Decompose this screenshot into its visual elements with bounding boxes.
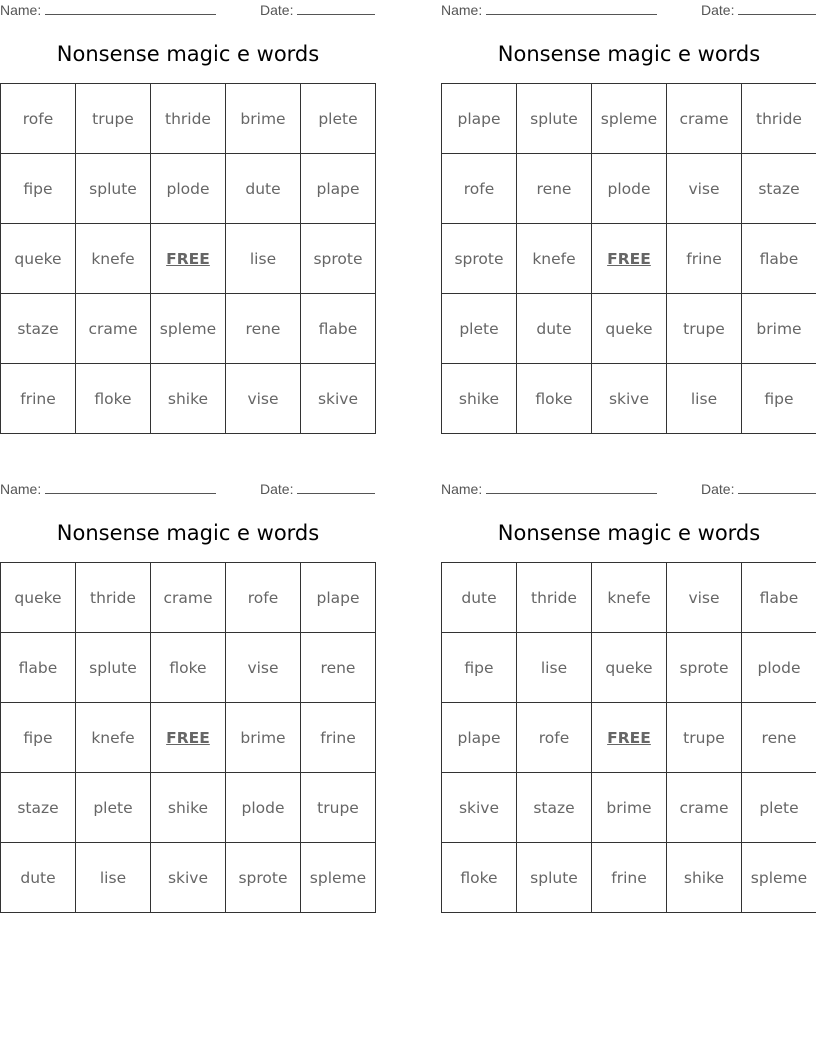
free-space-cell: FREE: [151, 703, 226, 773]
grid-cell: sprote: [667, 633, 742, 703]
grid-row: [442, 703, 816, 773]
grid-cell: brime: [592, 773, 667, 843]
grid-cell: plape: [301, 154, 376, 224]
grid-cell: dute: [517, 294, 592, 364]
grid-cell: splute: [517, 84, 592, 154]
grid-cell: shike: [667, 843, 742, 913]
date-field: [701, 2, 816, 18]
grid-cell: trupe: [76, 84, 151, 154]
grid-cell: frine: [667, 224, 742, 294]
grid-row: [1, 773, 376, 843]
grid-row: [1, 843, 376, 913]
name-line: [45, 481, 216, 494]
grid-row: [1, 154, 376, 224]
grid-cell: fipe: [442, 633, 517, 703]
grid-cell: rene: [226, 294, 301, 364]
grid-cell: rene: [517, 154, 592, 224]
bingo-card-1: [0, 0, 376, 440]
grid-cell: frine: [301, 703, 376, 773]
grid-cell: floke: [442, 843, 517, 913]
bingo-grid: [441, 562, 816, 913]
grid-cell: spleme: [301, 843, 376, 913]
grid-cell: queke: [592, 294, 667, 364]
card-title: Nonsense magic e words: [497, 42, 761, 66]
grid-cell: rofe: [442, 154, 517, 224]
grid-cell: thride: [76, 563, 151, 633]
card-title: Nonsense magic e words: [56, 521, 320, 545]
card-title: Nonsense magic e words: [497, 521, 761, 545]
grid-row: [1, 224, 376, 294]
bingo-grid: [0, 562, 376, 913]
grid-cell: staze: [1, 773, 76, 843]
grid-row: [1, 563, 376, 633]
header-fields: [0, 481, 376, 497]
grid-cell: dute: [1, 843, 76, 913]
grid-cell: flabe: [301, 294, 376, 364]
grid-cell: plode: [742, 633, 816, 703]
grid-cell: thride: [517, 563, 592, 633]
grid-cell: skive: [442, 773, 517, 843]
date-field: [260, 2, 375, 18]
grid-cell: brime: [742, 294, 816, 364]
bingo-card-2: [441, 0, 816, 440]
date-label: Date:: [701, 2, 735, 18]
grid-cell: trupe: [301, 773, 376, 843]
date-label: Date:: [701, 481, 735, 497]
grid-row: [442, 633, 816, 703]
bingo-grid: [0, 83, 376, 434]
grid-cell: lise: [667, 364, 742, 434]
grid-cell: frine: [592, 843, 667, 913]
date-label: Date:: [260, 2, 294, 18]
grid-cell: flabe: [742, 224, 816, 294]
grid-row: [1, 703, 376, 773]
grid-cell: floke: [517, 364, 592, 434]
grid-cell: splute: [76, 154, 151, 224]
grid-row: [442, 563, 816, 633]
grid-cell: fipe: [1, 154, 76, 224]
grid-cell: spleme: [742, 843, 816, 913]
header-fields: [441, 2, 816, 18]
grid-cell: plape: [301, 563, 376, 633]
grid-cell: splute: [76, 633, 151, 703]
grid-cell: thride: [151, 84, 226, 154]
header-fields: [0, 2, 376, 18]
grid-cell: shike: [151, 773, 226, 843]
grid-cell: trupe: [667, 294, 742, 364]
grid-cell: plode: [226, 773, 301, 843]
grid-cell: queke: [592, 633, 667, 703]
grid-cell: floke: [76, 364, 151, 434]
grid-cell: rene: [301, 633, 376, 703]
grid-cell: rene: [742, 703, 816, 773]
grid-cell: lise: [226, 224, 301, 294]
grid-cell: crame: [151, 563, 226, 633]
date-line: [738, 2, 816, 15]
grid-cell: plape: [442, 84, 517, 154]
bingo-grid: [441, 83, 816, 434]
grid-cell: fipe: [1, 703, 76, 773]
name-label: Name:: [441, 2, 483, 18]
grid-cell: flabe: [1, 633, 76, 703]
grid-cell: skive: [592, 364, 667, 434]
grid-cell: plape: [442, 703, 517, 773]
grid-cell: lise: [517, 633, 592, 703]
grid-cell: spleme: [151, 294, 226, 364]
name-line: [45, 2, 216, 15]
grid-cell: staze: [517, 773, 592, 843]
grid-cell: plete: [442, 294, 517, 364]
grid-cell: sprote: [226, 843, 301, 913]
grid-cell: floke: [151, 633, 226, 703]
grid-cell: rofe: [1, 84, 76, 154]
grid-cell: vise: [226, 633, 301, 703]
grid-row: [442, 364, 816, 434]
grid-cell: queke: [1, 224, 76, 294]
date-line: [738, 481, 816, 494]
grid-cell: trupe: [667, 703, 742, 773]
name-line: [486, 2, 657, 15]
grid-cell: staze: [1, 294, 76, 364]
grid-row: [442, 843, 816, 913]
grid-cell: brime: [226, 84, 301, 154]
grid-cell: knefe: [517, 224, 592, 294]
grid-cell: vise: [226, 364, 301, 434]
grid-cell: splute: [517, 843, 592, 913]
grid-cell: brime: [226, 703, 301, 773]
grid-cell: dute: [442, 563, 517, 633]
grid-row: [1, 633, 376, 703]
free-space-cell: FREE: [151, 224, 226, 294]
grid-cell: thride: [742, 84, 816, 154]
grid-cell: skive: [301, 364, 376, 434]
name-field: [441, 481, 657, 497]
date-field: [260, 481, 375, 497]
grid-row: [442, 154, 816, 224]
grid-cell: staze: [742, 154, 816, 224]
grid-cell: dute: [226, 154, 301, 224]
grid-cell: sprote: [301, 224, 376, 294]
free-space-cell: FREE: [592, 224, 667, 294]
free-space-cell: FREE: [592, 703, 667, 773]
grid-cell: queke: [1, 563, 76, 633]
grid-cell: knefe: [76, 224, 151, 294]
grid-row: [1, 294, 376, 364]
grid-row: [1, 364, 376, 434]
card-title: Nonsense magic e words: [56, 42, 320, 66]
grid-row: [442, 84, 816, 154]
grid-row: [442, 773, 816, 843]
name-label: Name:: [0, 481, 42, 497]
grid-cell: crame: [667, 773, 742, 843]
grid-cell: plode: [592, 154, 667, 224]
grid-cell: rofe: [517, 703, 592, 773]
grid-cell: knefe: [76, 703, 151, 773]
grid-cell: shike: [442, 364, 517, 434]
name-label: Name:: [0, 2, 42, 18]
grid-cell: skive: [151, 843, 226, 913]
grid-row: [442, 224, 816, 294]
grid-cell: knefe: [592, 563, 667, 633]
grid-cell: plete: [742, 773, 816, 843]
grid-cell: vise: [667, 154, 742, 224]
grid-cell: flabe: [742, 563, 816, 633]
grid-cell: frine: [1, 364, 76, 434]
name-line: [486, 481, 657, 494]
name-label: Name:: [441, 481, 483, 497]
grid-cell: crame: [667, 84, 742, 154]
grid-cell: vise: [667, 563, 742, 633]
bingo-card-4: [441, 479, 816, 919]
date-line: [297, 2, 375, 15]
grid-cell: shike: [151, 364, 226, 434]
date-label: Date:: [260, 481, 294, 497]
grid-cell: lise: [76, 843, 151, 913]
grid-cell: sprote: [442, 224, 517, 294]
grid-row: [442, 294, 816, 364]
bingo-card-3: [0, 479, 376, 919]
header-fields: [441, 481, 816, 497]
name-field: [0, 481, 216, 497]
grid-cell: spleme: [592, 84, 667, 154]
grid-cell: plode: [151, 154, 226, 224]
grid-cell: crame: [76, 294, 151, 364]
grid-cell: fipe: [742, 364, 816, 434]
name-field: [0, 2, 216, 18]
date-line: [297, 481, 375, 494]
grid-cell: rofe: [226, 563, 301, 633]
grid-cell: plete: [76, 773, 151, 843]
name-field: [441, 2, 657, 18]
grid-row: [1, 84, 376, 154]
grid-cell: plete: [301, 84, 376, 154]
date-field: [701, 481, 816, 497]
